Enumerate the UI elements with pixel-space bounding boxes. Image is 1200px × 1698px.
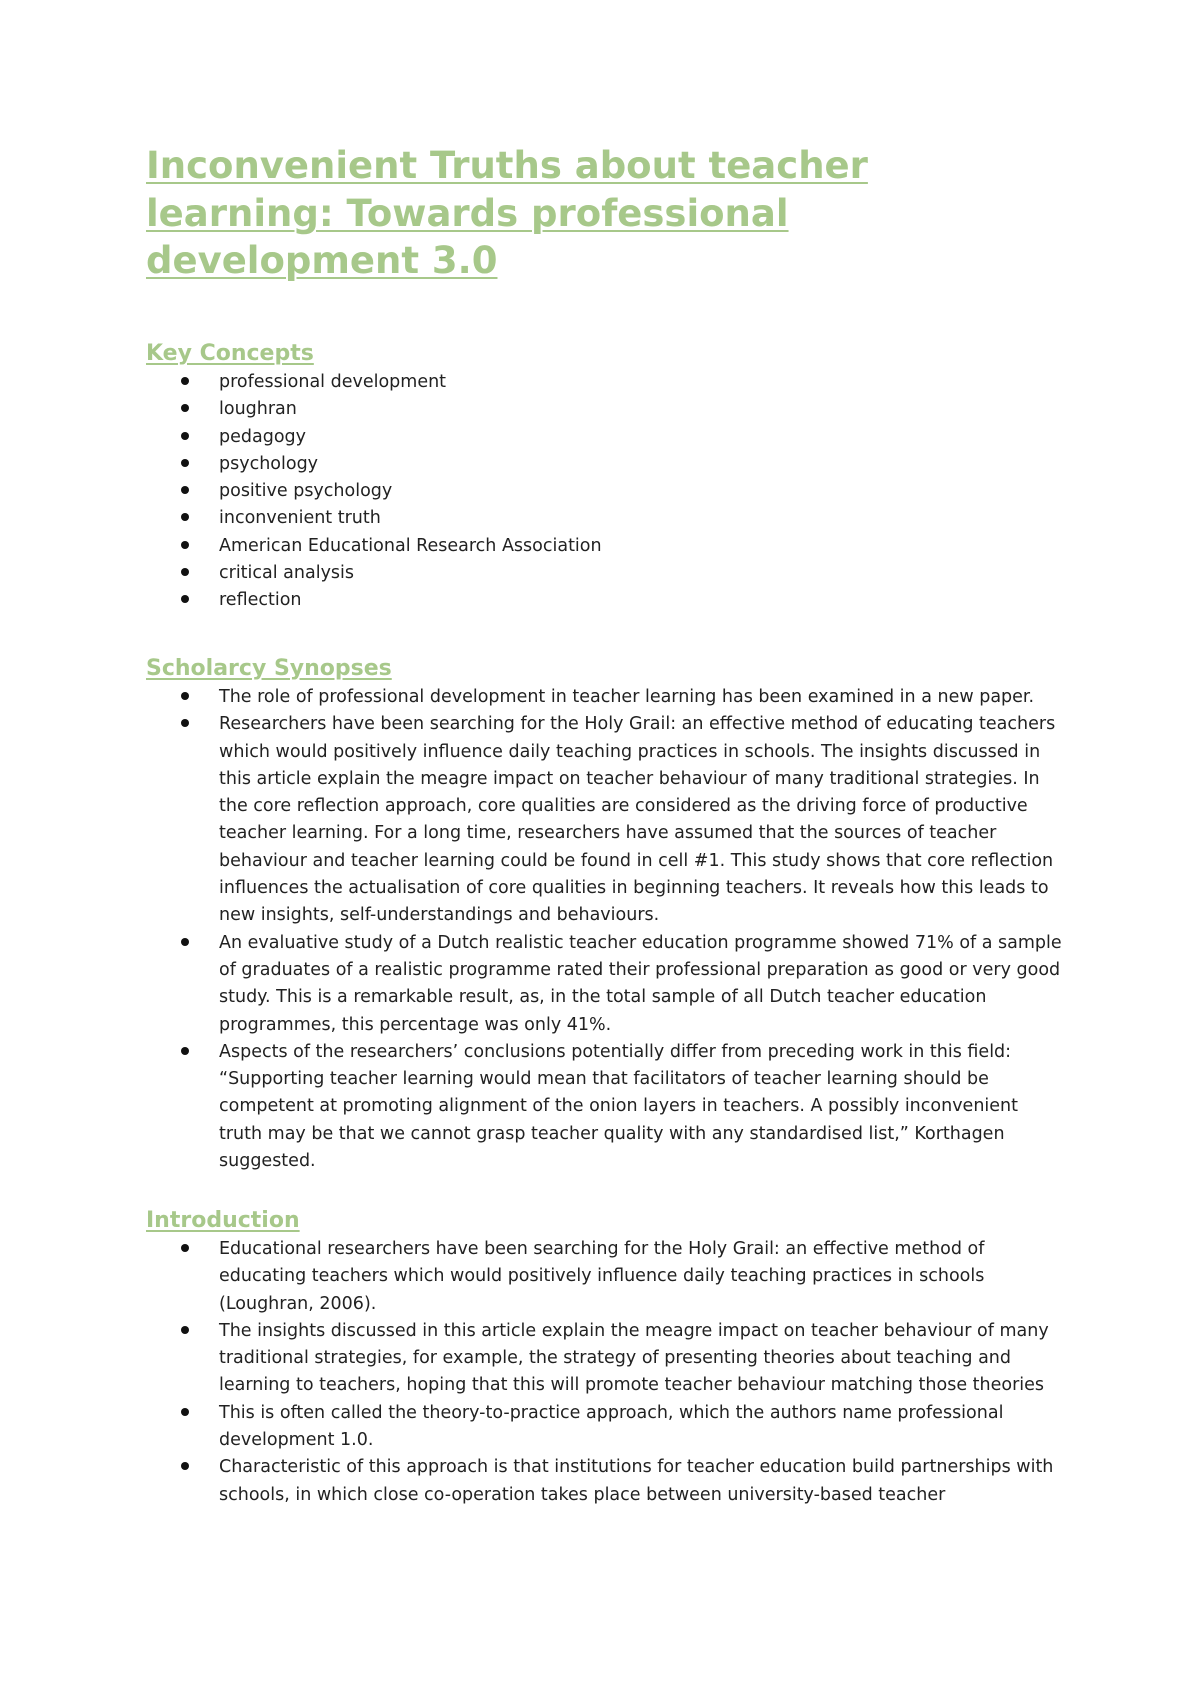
list-item bbox=[146, 451, 1066, 478]
list-item bbox=[146, 587, 1066, 614]
list-item bbox=[146, 424, 1066, 451]
list-item-text: Researchers have been searching for the Holy Grail: an effective method of educating teachers which would positively influence daily teaching practices in schools. The insights discussed in this article explain the meagre impact on teacher behaviour of many traditional strategies. In the core reflection approach, core qualities are considered as the driving force of productive teacher learning. For a long time, researchers have assumed that the sources of teacher behaviour and teacher learning could be found in cell #1. This study shows that core reflection influences the actualisation of core qualities in beginning teachers. It reveals how this leads to new insights, self-understandings and behaviours. bbox=[219, 714, 1056, 926]
list-item bbox=[146, 684, 1066, 711]
list-item bbox=[146, 560, 1066, 587]
list-item bbox=[146, 1039, 1066, 1175]
list-item-text: The role of professional development in teacher learning has been examined in a new paper. bbox=[219, 687, 1035, 707]
section-heading-introduction: Introduction bbox=[146, 1208, 300, 1233]
list-item bbox=[146, 369, 1066, 396]
introduction-list bbox=[146, 1236, 1066, 1509]
list-item-text: The insights discussed in this article explain the meagre impact on teacher behaviour of many traditional strategies, for example, the strategy of presenting theories about teaching and learning to teachers, hoping that this will promote teacher behaviour matching those theories bbox=[219, 1320, 1049, 1396]
key-concepts-list bbox=[146, 369, 1066, 615]
bullet-icon bbox=[181, 1408, 189, 1416]
bullet-icon bbox=[181, 432, 189, 440]
bullet-icon bbox=[181, 595, 189, 603]
list-item bbox=[146, 1236, 1066, 1318]
synopses-list bbox=[146, 684, 1066, 1175]
list-item bbox=[146, 478, 1066, 505]
section-heading-scholarcy-synopses: Scholarcy Synopses bbox=[146, 656, 392, 681]
list-item bbox=[146, 396, 1066, 423]
bullet-icon bbox=[181, 486, 189, 494]
list-item bbox=[146, 1318, 1066, 1400]
list-item bbox=[146, 505, 1066, 532]
list-item-text: reflection bbox=[219, 590, 302, 611]
bullet-icon bbox=[181, 459, 189, 467]
section-scholarcy-synopses bbox=[146, 654, 1066, 1175]
list-item-text: professional development bbox=[219, 372, 447, 392]
bullet-icon bbox=[181, 513, 189, 521]
list-item bbox=[146, 1400, 1066, 1455]
list-item-text: Characteristic of this approach is that institutions for teacher education build partnerships with schools, in which close co-operation takes place between university-based teacher bbox=[219, 1457, 1054, 1505]
bullet-icon bbox=[181, 938, 189, 946]
list-item-text: Educational researchers have been searching for the Holy Grail: an effective method of educating teachers which would positively influence daily teaching practices in schools (Loughran, 2006). bbox=[219, 1239, 985, 1314]
list-item-text: positive psychology bbox=[219, 481, 393, 502]
list-item-text: Aspects of the researchers’ conclusions potentially differ from preceding work in this field: “Supporting teacher learning would mean that facilitators of teacher learning should be competent at promoting alignment of the onion layers in teachers. A possibly inconvenient truth may be that we cannot grasp teacher quality with any standardised list,” Korthagen suggested. bbox=[219, 1041, 1018, 1172]
bullet-icon bbox=[181, 1244, 189, 1252]
list-item-text: This is often called the theory-to-practice approach, which the authors name professional development 1.0. bbox=[219, 1402, 1004, 1451]
list-item-text: pedagogy bbox=[219, 426, 306, 447]
section-key-concepts bbox=[146, 339, 1066, 615]
bullet-icon bbox=[181, 404, 189, 412]
bullet-icon bbox=[181, 541, 189, 549]
list-item bbox=[146, 533, 1066, 560]
bullet-icon bbox=[181, 1047, 189, 1055]
document-title: Inconvenient Truths about teacher learning: Towards professional development 3.0 bbox=[146, 144, 868, 282]
bullet-icon bbox=[181, 1462, 189, 1470]
list-item-text: critical analysis bbox=[219, 563, 355, 584]
list-item-text: American Educational Research Association bbox=[219, 535, 602, 556]
section-heading-key-concepts: Key Concepts bbox=[146, 341, 314, 366]
list-item bbox=[146, 930, 1066, 1039]
bullet-icon bbox=[181, 692, 189, 700]
list-item-text: loughran bbox=[219, 399, 297, 420]
list-item-text: psychology bbox=[219, 453, 319, 474]
section-introduction bbox=[146, 1206, 1066, 1509]
list-item-text: inconvenient truth bbox=[219, 508, 381, 529]
bullet-icon bbox=[181, 1326, 189, 1334]
bullet-icon bbox=[181, 719, 189, 727]
bullet-icon bbox=[181, 377, 189, 385]
list-item bbox=[146, 711, 1066, 929]
bullet-icon bbox=[181, 568, 189, 576]
list-item-text: An evaluative study of a Dutch realistic teacher education programme showed 71% of a sample of graduates of a realistic programme rated their professional preparation as good or very good study. This is a remarkable result, as, in the total sample of all Dutch teacher education programmes, this percentage was only 41%. bbox=[219, 932, 1062, 1035]
list-item bbox=[146, 1454, 1066, 1509]
